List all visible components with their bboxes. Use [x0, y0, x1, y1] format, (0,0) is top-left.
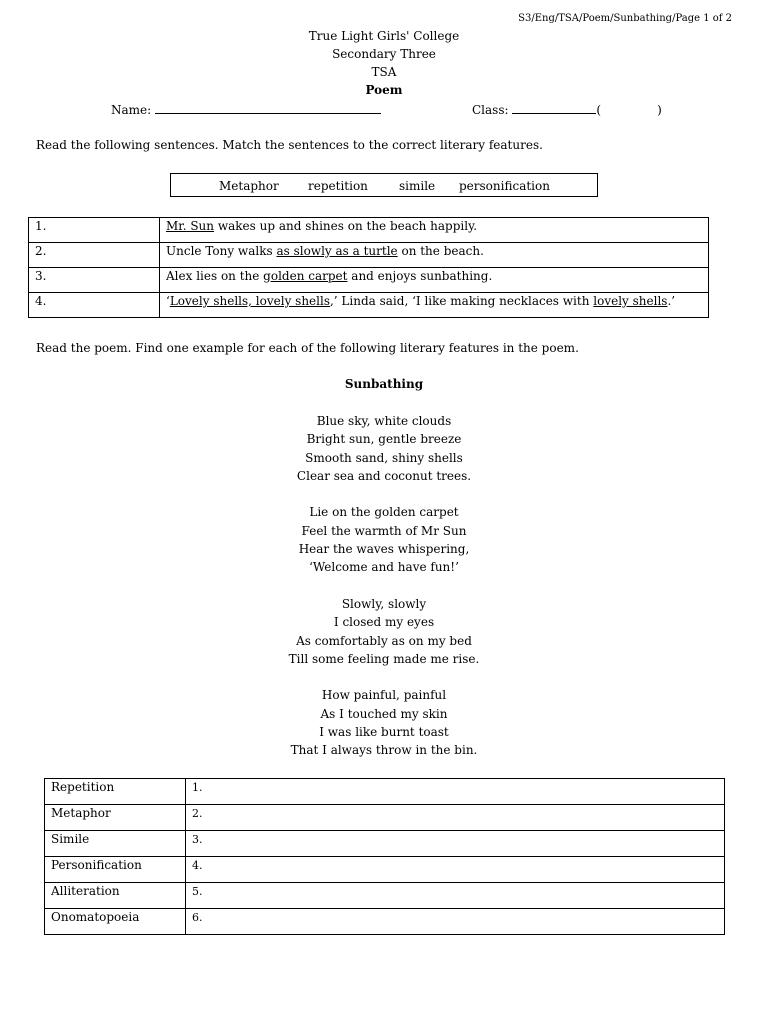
poem-line: Lie on the golden carpet — [309, 505, 459, 520]
name-blank[interactable] — [155, 102, 381, 114]
feature-label: Personification — [45, 857, 186, 883]
underlined-phrase: as slowly as a turtle — [276, 244, 398, 258]
poem-line: That I always throw in the bin. — [290, 743, 478, 758]
sentence-segment: and enjoys sunbathing. — [347, 269, 493, 283]
feature-word: personification — [459, 179, 550, 193]
sentence-number: 3. — [29, 268, 160, 293]
poem-body — [0, 412, 768, 778]
poem-line: Hear the waves whispering, — [298, 542, 470, 557]
feature-word-bank — [170, 173, 598, 197]
answer-number: 5. — [192, 885, 203, 898]
poem-line: Slowly, slowly — [341, 596, 427, 611]
underlined-phrase: Lovely shells, lovely shells — [169, 294, 330, 308]
sentence-row — [29, 268, 709, 293]
answer-row — [45, 779, 725, 805]
answer-cell[interactable] — [186, 779, 725, 805]
sentence-segment: .’ — [667, 294, 676, 308]
name-label: Name: — [111, 103, 152, 117]
school-name: True Light Girls' College — [308, 29, 460, 43]
feature-label: Simile — [45, 831, 186, 857]
feature-word: repetition — [308, 179, 368, 193]
poem-line: Bright sun, gentle breeze — [306, 432, 462, 447]
poem-stanza — [0, 686, 768, 759]
poem-stanza — [0, 503, 768, 576]
sentence-segment: wakes up and shines on the beach happily. — [214, 219, 478, 233]
sentence-number: 2. — [29, 243, 160, 268]
poem-line: As I touched my skin — [320, 706, 448, 721]
answer-number: 6. — [192, 911, 203, 924]
answer-number: 1. — [192, 781, 203, 794]
sentence-row — [29, 293, 709, 318]
poem-line: As comfortably as on my bed — [296, 633, 472, 648]
poem-line: I was like burnt toast — [319, 725, 449, 740]
underlined-phrase: lovely shells — [593, 294, 668, 308]
poem-line: Blue sky, white clouds — [316, 414, 452, 428]
level: Secondary Three — [332, 47, 436, 61]
answer-number: 4. — [192, 859, 203, 872]
name-field[interactable] — [111, 102, 381, 117]
answer-table — [44, 778, 725, 935]
sentence-segment: ,’ Linda said, ‘I like making necklaces with — [329, 294, 594, 308]
poem-stanza — [0, 412, 768, 485]
feature-label: Metaphor — [45, 805, 186, 831]
feature-word: Metaphor — [219, 179, 279, 193]
answer-cell[interactable] — [186, 909, 725, 935]
poem-line: Feel the warmth of Mr Sun — [301, 523, 467, 538]
sentence-number: 4. — [29, 293, 160, 318]
poem-line: Smooth sand, shiny shells — [305, 450, 463, 465]
feature-label: Repetition — [45, 779, 186, 805]
answer-cell[interactable] — [186, 805, 725, 831]
answer-row — [45, 805, 725, 831]
sentence-number: 1. — [29, 218, 160, 243]
part1-instruction: Read the following sentences. Match the sentences to the correct literary features. — [36, 138, 543, 152]
poem-title: Sunbathing — [344, 377, 424, 391]
class-label: Class: — [472, 103, 509, 117]
class-blank[interactable] — [512, 102, 596, 114]
underlined-phrase: Mr. Sun — [166, 219, 215, 233]
sentence-row — [29, 243, 709, 268]
sentence-text — [160, 218, 709, 243]
sentence-segment: Uncle Tony walks — [166, 244, 277, 258]
feature-label: Onomatopoeia — [45, 909, 186, 935]
poem-stanza — [0, 595, 768, 668]
answer-number: 3. — [192, 833, 203, 846]
answer-number: 2. — [192, 807, 203, 820]
poem-line: ‘Welcome and have fun!’ — [309, 560, 459, 575]
answer-cell[interactable] — [186, 857, 725, 883]
poem-line: Till some feeling made me rise. — [288, 651, 480, 666]
topic-title: Poem — [365, 83, 403, 97]
class-paren-close: ) — [657, 103, 662, 117]
answer-cell[interactable] — [186, 883, 725, 909]
sentence-segment: on the beach. — [397, 244, 484, 258]
sentence-text — [160, 268, 709, 293]
answer-row — [45, 883, 725, 909]
answer-row — [45, 831, 725, 857]
poem-line: How painful, painful — [321, 688, 447, 703]
sentence-text — [160, 243, 709, 268]
poem-line: I closed my eyes — [333, 615, 435, 630]
answer-cell[interactable] — [186, 831, 725, 857]
part2-instruction: Read the poem. Find one example for each of the following literary features in the poem. — [36, 341, 579, 355]
class-field[interactable] — [472, 102, 662, 117]
sentence-segment: Alex lies on the — [166, 269, 264, 283]
poem-line: Clear sea and coconut trees. — [296, 468, 472, 483]
sentence-row — [29, 218, 709, 243]
underlined-phrase: golden carpet — [263, 269, 348, 283]
class-paren-open: ( — [596, 103, 602, 117]
feature-word: simile — [399, 179, 436, 193]
sentence-table — [28, 217, 709, 318]
sentence-segment: ‘ — [166, 294, 170, 308]
feature-label: Alliteration — [45, 883, 186, 909]
page-reference: S3/Eng/TSA/Poem/Sunbathing/Page 1 of 2 — [518, 13, 732, 24]
answer-row — [45, 909, 725, 935]
assessment-title: TSA — [371, 65, 397, 79]
answer-row — [45, 857, 725, 883]
sentence-text — [160, 293, 709, 318]
